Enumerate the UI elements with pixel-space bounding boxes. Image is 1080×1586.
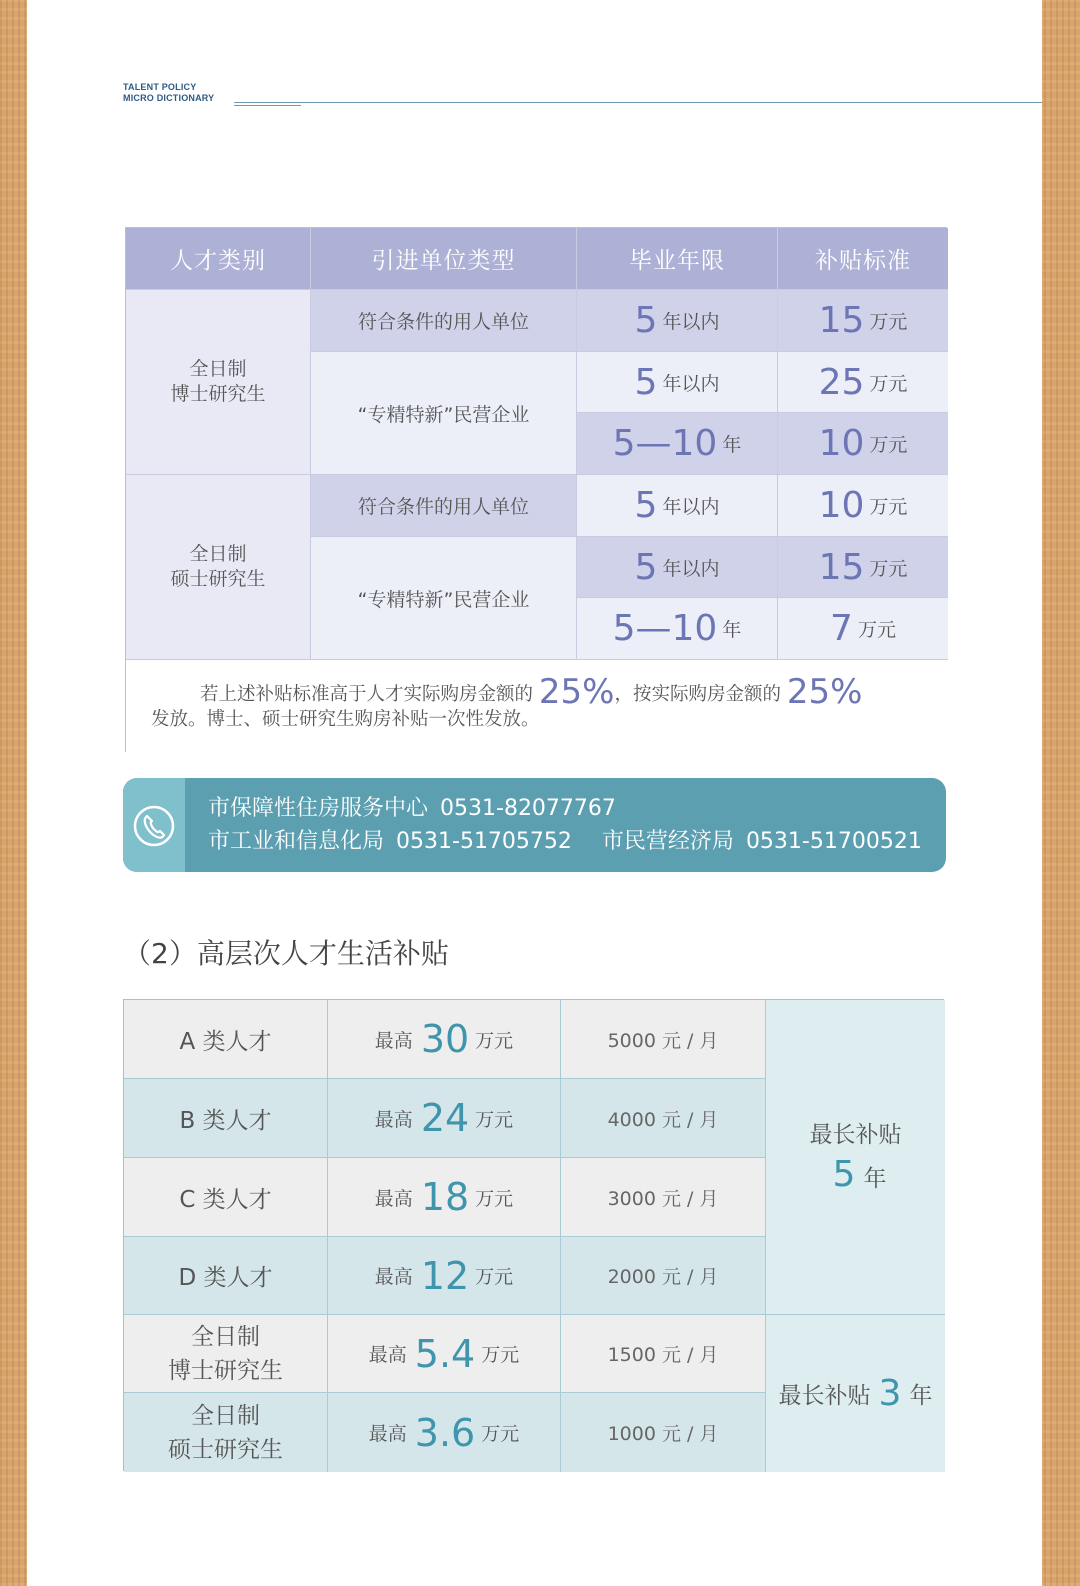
note-text: ，按实际购房金额的: [614, 684, 781, 705]
amount-unit: 万元: [481, 1423, 520, 1445]
monthly-cell: 5000 元 / 月: [561, 1000, 766, 1079]
years-suffix: 年: [722, 619, 742, 641]
category-line: 博士研究生: [170, 383, 266, 405]
category-line: 全日制: [189, 358, 247, 380]
subsidy-amount: 10: [818, 423, 865, 464]
years-number: 5: [634, 546, 658, 588]
unit-type-cell: “专精特新”民营企业: [311, 537, 577, 660]
amount-number: 18: [420, 1175, 470, 1219]
class-line: 硕士研究生: [168, 1436, 283, 1463]
note-percent: 25%: [786, 672, 863, 712]
subsidy-amount: 10: [818, 485, 865, 526]
phone-icon: [132, 804, 176, 848]
monthly-cell: 2000 元 / 月: [561, 1237, 766, 1315]
talent-class-cell: D 类人才: [124, 1237, 328, 1315]
contact-bar: [123, 778, 946, 872]
contact-phone[interactable]: 0531-82077767: [440, 796, 616, 821]
subsidy-cell: [778, 352, 948, 413]
talent-class-cell: C 类人才: [124, 1158, 328, 1237]
max-amount-cell: [328, 1315, 561, 1393]
contact-lines: [208, 792, 934, 858]
class-line: 全日制: [191, 1402, 260, 1429]
subsidy-unit: 万元: [869, 311, 908, 333]
unit-type-cell: 符合条件的用人单位: [311, 475, 577, 537]
amount-unit: 万元: [481, 1344, 520, 1366]
years-number: 5—10: [612, 608, 718, 649]
amount-unit: 万元: [475, 1029, 514, 1052]
note-text: 发放。博士、硕士研究生购房补贴一次性发放。: [151, 709, 540, 730]
amount-prefix: 最高: [374, 1187, 413, 1210]
subsidy-amount: 7: [830, 608, 853, 649]
monthly-cell: 1500 元 / 月: [561, 1315, 766, 1393]
category-line: 硕士研究生: [170, 568, 266, 590]
max-amount-cell: [328, 1000, 561, 1079]
unit-type-cell: “专精特新”民营企业: [311, 352, 577, 475]
contact-org: 市工业和信息化局: [208, 829, 385, 854]
header-line-1: TALENT POLICY: [123, 82, 197, 92]
subsidy-amount: 25: [818, 361, 865, 403]
years-cell: [577, 413, 778, 475]
years-suffix: 年以内: [662, 496, 720, 518]
subsidy-cell: [778, 413, 948, 475]
max-amount-cell: [328, 1079, 561, 1158]
duration-label: 最长补贴: [809, 1122, 902, 1148]
subsidy-unit: 万元: [869, 434, 908, 456]
header-logo-text: [123, 82, 214, 104]
subsidy-cell: [778, 290, 948, 352]
page: [27, 0, 1042, 1586]
category-line: 全日制: [189, 543, 247, 565]
col-header-subsidy: 补贴标准: [778, 228, 948, 290]
contact-org: 市民营经济局: [601, 829, 734, 854]
years-suffix: 年以内: [662, 557, 720, 580]
contact-phone[interactable]: 0531-51705752: [396, 829, 572, 854]
years-cell: [577, 475, 778, 537]
subsidy-unit: 万元: [869, 557, 908, 580]
max-amount-cell: [328, 1393, 561, 1472]
amount-prefix: 最高: [368, 1344, 407, 1366]
years-number: 5: [634, 485, 658, 526]
contact-phone[interactable]: 0531-51700521: [745, 829, 922, 854]
class-line: 博士研究生: [168, 1357, 283, 1384]
talent-class-cell: A 类人才: [124, 1000, 328, 1079]
col-header-graduation-years: 毕业年限: [577, 228, 778, 290]
years-cell: [577, 352, 778, 413]
living-subsidy-table: [123, 999, 944, 1471]
table-note: [126, 660, 948, 753]
subsidy-unit: 万元: [869, 496, 908, 518]
header-line-2: MICRO DICTIONARY: [123, 93, 215, 103]
years-suffix: 年以内: [662, 372, 720, 395]
subsidy-cell: [778, 598, 948, 660]
years-number: 5: [634, 361, 658, 403]
amount-prefix: 最高: [374, 1266, 413, 1288]
max-amount-cell: [328, 1237, 561, 1315]
talent-class-cell: B 类人才: [124, 1079, 328, 1158]
amount-unit: 万元: [475, 1108, 514, 1131]
subsidy-unit: 万元: [869, 372, 908, 395]
category-master: [126, 475, 311, 660]
category-phd: [126, 290, 311, 475]
subsidy-amount: 15: [818, 546, 865, 588]
subsidy-cell: [778, 537, 948, 598]
years-number: 5: [634, 300, 658, 341]
unit-type-cell: 符合条件的用人单位: [311, 290, 577, 352]
years-suffix: 年以内: [662, 311, 720, 333]
years-suffix: 年: [722, 434, 742, 456]
note-percent: 25%: [538, 672, 615, 712]
duration-number: 5: [832, 1154, 856, 1195]
subsidy-cell: [778, 475, 948, 537]
max-amount-cell: [328, 1158, 561, 1237]
duration-suffix: 年: [909, 1383, 933, 1409]
years-number: 5—10: [612, 423, 718, 464]
amount-number: 24: [420, 1096, 470, 1140]
note-text: 若上述补贴标准高于人才实际购房金额的: [200, 684, 534, 705]
amount-prefix: 最高: [368, 1423, 407, 1445]
duration-label: 最长补贴: [778, 1383, 871, 1409]
housing-subsidy-table: [125, 227, 947, 752]
phone-icon-box: [123, 778, 185, 872]
amount-number: 3.6: [414, 1410, 476, 1455]
amount-prefix: 最高: [374, 1108, 413, 1131]
monthly-cell: 4000 元 / 月: [561, 1079, 766, 1158]
years-cell: [577, 598, 778, 660]
duration-cell-graduate: [766, 1315, 945, 1472]
header-rule-accent: [234, 105, 301, 106]
years-cell: [577, 537, 778, 598]
monthly-cell: 3000 元 / 月: [561, 1158, 766, 1237]
amount-number: 12: [420, 1253, 470, 1298]
section-title: （2）高层次人才生活补贴: [123, 937, 449, 970]
col-header-unit-type: 引进单位类型: [311, 228, 577, 290]
duration-suffix: 年: [863, 1166, 887, 1192]
subsidy-amount: 15: [818, 300, 865, 341]
talent-class-cell: [124, 1315, 328, 1393]
amount-unit: 万元: [475, 1266, 514, 1288]
class-line: 全日制: [191, 1323, 260, 1350]
talent-class-cell: [124, 1393, 328, 1472]
duration-cell-abcd: [766, 1000, 945, 1315]
amount-number: 30: [420, 1017, 470, 1061]
amount-prefix: 最高: [374, 1029, 413, 1052]
col-header-category: 人才类别: [126, 228, 311, 290]
amount-unit: 万元: [475, 1187, 514, 1210]
years-cell: [577, 290, 778, 352]
amount-number: 5.4: [414, 1331, 476, 1376]
duration-number: 3: [878, 1373, 902, 1414]
contact-org: 市保障性住房服务中心: [208, 796, 429, 821]
subsidy-unit: 万元: [857, 619, 896, 641]
header-rule: [234, 102, 1042, 103]
monthly-cell: 1000 元 / 月: [561, 1393, 766, 1472]
